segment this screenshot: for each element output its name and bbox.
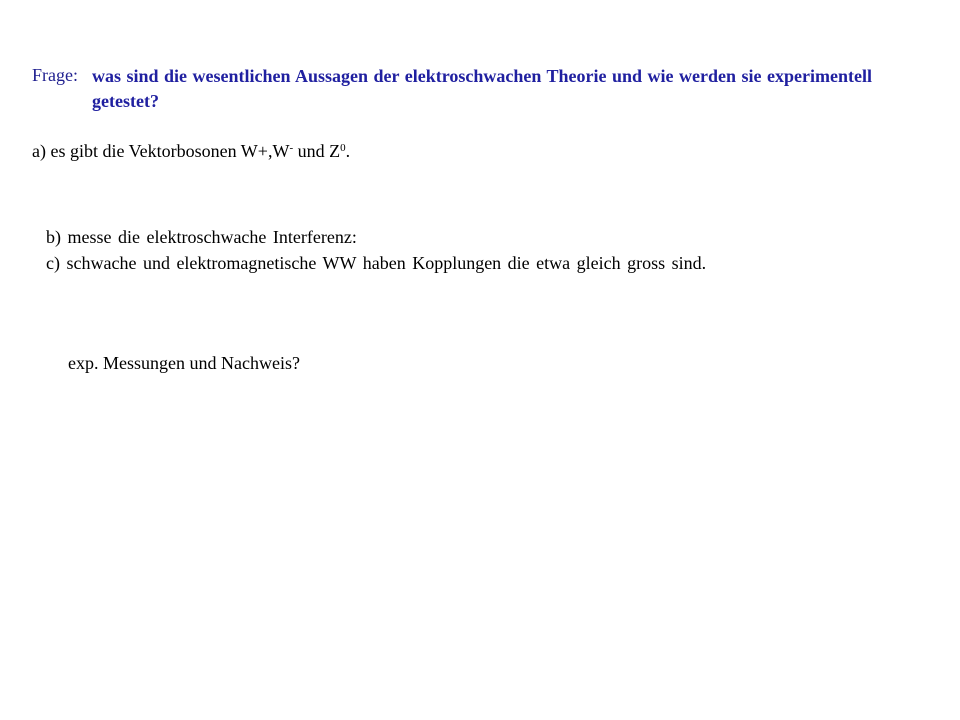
point-a-middle: und Z — [293, 141, 341, 161]
question-text: was sind die wesentlichen Aussagen der elektroschwachen Theorie und wie werden sie experimentell getestet? — [92, 66, 872, 111]
point-a — [32, 140, 350, 162]
point-a-suffix: . — [345, 141, 351, 161]
point-a-prefix: a) es gibt die Vektorbosonen W+,W — [32, 141, 290, 161]
experiment-question: exp. Messungen und Nachweis? — [68, 353, 300, 373]
point-b: b) messe die elektroschwache Interferenz: — [46, 227, 357, 247]
z-zero-superscript: 0 — [340, 142, 346, 154]
w-minus-superscript: - — [289, 142, 294, 154]
point-c: c) schwache und elektromagnetische WW haben Kopplungen die etwa gleich gross sind. — [46, 253, 707, 273]
question-label: Frage: — [32, 65, 78, 85]
